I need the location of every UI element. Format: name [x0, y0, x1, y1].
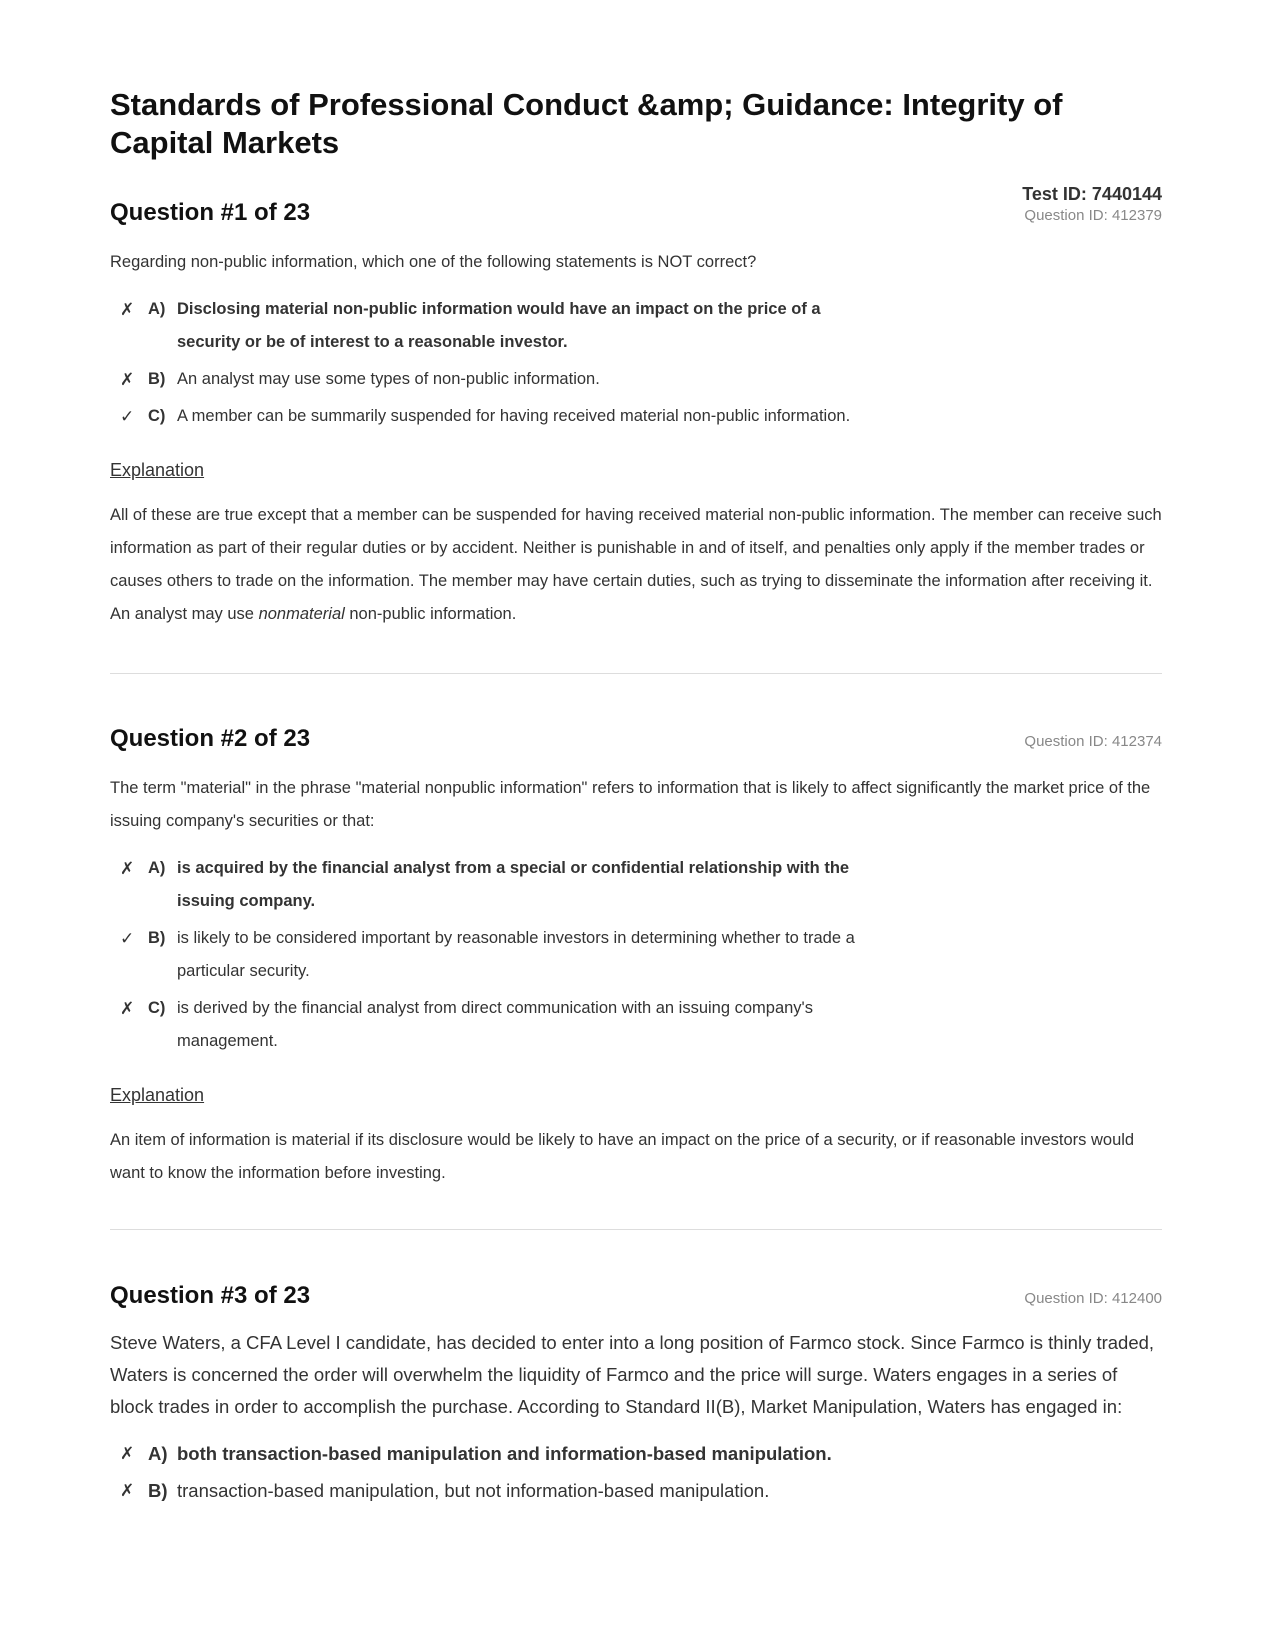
- choice-c: [110, 400, 1077, 433]
- incorrect-icon: ✗: [120, 999, 135, 1018]
- choice-letter: A): [148, 300, 166, 318]
- incorrect-icon: ✗: [120, 1481, 135, 1500]
- choice-text: is likely to be considered important by reasonable investors in determining whether to trade a particular security.: [177, 929, 855, 980]
- choice-text: An analyst may use some types of non-public information.: [177, 370, 600, 388]
- choice-letter: A): [148, 859, 166, 877]
- section-divider: [110, 673, 1162, 674]
- choice-a: [110, 852, 877, 918]
- incorrect-icon: ✗: [120, 859, 135, 878]
- choice-text: both transaction-based manipulation and information-based manipulation.: [177, 1443, 832, 1464]
- choice-letter: A): [148, 1443, 168, 1464]
- choice-text: Disclosing material non-public information would have an impact on the price of a security or be of interest to a reasonable investor.: [177, 300, 821, 351]
- choice-a: [110, 1437, 1077, 1470]
- choice-b: [110, 363, 867, 396]
- choice-b: [110, 922, 877, 988]
- question-stem: The term "material" in the phrase "material nonpublic information" refers to information that is likely to affect significantly the market price of the issuing company's securities or that:: [110, 779, 1151, 830]
- choice-letter: C): [148, 407, 166, 425]
- question-2: [110, 724, 1162, 1190]
- question-1: [110, 198, 1162, 631]
- choice-b: [110, 1474, 1077, 1507]
- correct-check-icon: ✓: [120, 929, 135, 948]
- question-title: Question #3 of 23: [110, 1282, 311, 1309]
- answer-choices: [110, 293, 1162, 433]
- choice-a: [110, 293, 867, 359]
- question-stem: Regarding non-public information, which one of the following statements is NOT correct?: [110, 253, 757, 271]
- document-title: Standards of Professional Conduct &amp; Guidance: Integrity of Capital Markets: [110, 87, 1063, 160]
- question-header: [110, 724, 1162, 758]
- question-3: [110, 1281, 1162, 1511]
- choice-text: is derived by the financial analyst from direct communication with an issuing company's management.: [177, 999, 813, 1050]
- answer-choices: [110, 852, 1162, 1058]
- choice-letter: C): [148, 999, 166, 1017]
- explanation-text: An item of information is material if its disclosure would be likely to have an impact on the price of a security, or if reasonable investors would want to know the information before investing.: [110, 1131, 1135, 1182]
- correct-check-icon: ✓: [120, 407, 135, 426]
- choice-letter: B): [148, 370, 166, 388]
- question-id: Question ID: 412400: [1024, 1290, 1162, 1307]
- question-id: Question ID: 412379: [1024, 207, 1162, 224]
- incorrect-icon: ✗: [120, 1444, 135, 1463]
- choice-text: is acquired by the financial analyst from a special or confidential relationship with the issuing company.: [177, 859, 850, 910]
- explanation-text: All of these are true except that a member can be suspended for having received material non-public information. The member can receive such information as part of their regular duties or by accident. Neither is punishable in and of itself, and penalties only apply if the member trades or causes others to trade on the information. The member may have certain duties, such as trying to disseminate the information after receiving it. An analyst may use nonmaterial non-public information.: [110, 506, 1162, 623]
- section-divider: [110, 1229, 1162, 1230]
- choice-text: transaction-based manipulation, but not information-based manipulation.: [177, 1480, 770, 1501]
- question-title: Question #2 of 23: [110, 725, 311, 752]
- incorrect-icon: ✗: [120, 300, 135, 319]
- emphasis-text: nonmaterial: [258, 605, 345, 623]
- incorrect-icon: ✗: [120, 370, 135, 389]
- question-stem: Steve Waters, a CFA Level I candidate, has decided to enter into a long position of Farmco stock. Since Farmco is thinly traded, Waters is concerned the order will overwhelm the liquidity of Farmco and the price will surge. Waters engages in a series of block trades in order to accomplish the purchase. According to Standard II(B), Market Manipulation, Waters has engaged in:: [110, 1332, 1155, 1417]
- explanation-heading: Explanation: [110, 1085, 205, 1105]
- answer-choices: [110, 1437, 1162, 1507]
- choice-letter: B): [148, 1480, 168, 1501]
- question-header: [110, 1281, 1162, 1315]
- test-id: Test ID: 7440144: [1022, 184, 1162, 204]
- explanation-heading: Explanation: [110, 460, 205, 480]
- question-header: [110, 198, 1162, 232]
- choice-letter: B): [148, 929, 166, 947]
- question-id: Question ID: 412374: [1024, 733, 1162, 750]
- choice-text: A member can be summarily suspended for having received material non-public information.: [177, 407, 851, 425]
- question-title: Question #1 of 23: [110, 199, 311, 226]
- choice-c: [110, 992, 857, 1058]
